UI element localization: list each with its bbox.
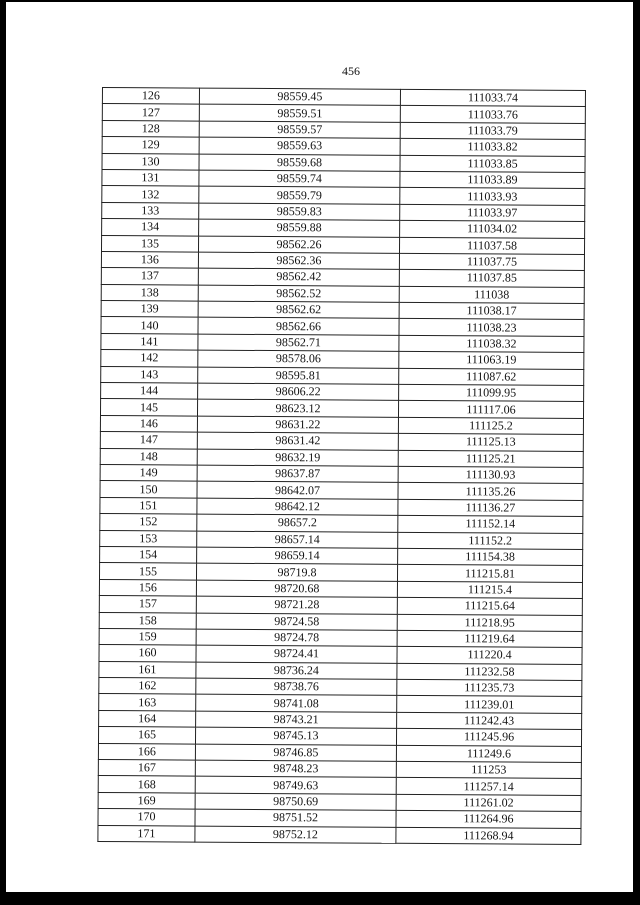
point-index-cell: 150 xyxy=(100,481,197,498)
y-coordinate-cell: 111038.32 xyxy=(399,335,584,353)
point-index-cell: 156 xyxy=(99,579,196,596)
point-index-cell: 141 xyxy=(101,333,198,350)
point-index-cell: 158 xyxy=(99,612,196,629)
x-coordinate-cell: 98559.88 xyxy=(199,219,400,237)
point-index-cell: 166 xyxy=(98,743,195,760)
point-index-cell: 136 xyxy=(101,251,198,268)
x-coordinate-cell: 98562.62 xyxy=(198,301,399,319)
y-coordinate-cell: 111033.74 xyxy=(400,89,585,107)
y-coordinate-cell: 111136.27 xyxy=(398,499,583,517)
point-index-cell: 131 xyxy=(102,169,199,186)
y-coordinate-cell: 111033.97 xyxy=(400,204,585,222)
y-coordinate-cell: 111033.76 xyxy=(400,106,585,124)
y-coordinate-cell: 111268.94 xyxy=(396,827,581,845)
x-coordinate-cell: 98562.26 xyxy=(198,236,399,254)
x-coordinate-cell: 98606.22 xyxy=(198,383,399,401)
page-number: 456 xyxy=(342,64,360,78)
point-index-cell: 129 xyxy=(102,137,199,154)
x-coordinate-cell: 98631.22 xyxy=(197,416,398,434)
x-coordinate-cell: 98741.08 xyxy=(196,695,397,713)
point-index-cell: 170 xyxy=(98,809,195,826)
y-coordinate-cell: 111033.89 xyxy=(400,171,585,189)
x-coordinate-cell: 98559.57 xyxy=(199,121,400,139)
y-coordinate-cell: 111152.14 xyxy=(398,515,583,533)
x-coordinate-cell: 98559.83 xyxy=(199,203,400,221)
x-coordinate-cell: 98724.78 xyxy=(196,629,397,647)
x-coordinate-cell: 98562.66 xyxy=(198,318,399,336)
y-coordinate-cell: 111154.38 xyxy=(398,548,583,566)
y-coordinate-cell: 111125.21 xyxy=(398,450,583,468)
y-coordinate-cell: 111220.4 xyxy=(397,647,582,665)
point-index-cell: 160 xyxy=(99,645,196,662)
x-coordinate-cell: 98724.41 xyxy=(196,645,397,663)
x-coordinate-cell: 98578.06 xyxy=(198,350,399,368)
y-coordinate-cell: 111038 xyxy=(399,286,584,304)
point-index-cell: 128 xyxy=(102,120,199,137)
point-index-cell: 168 xyxy=(98,776,195,793)
y-coordinate-cell: 111264.96 xyxy=(396,810,581,828)
x-coordinate-cell: 98562.42 xyxy=(198,268,399,286)
point-index-cell: 145 xyxy=(100,399,197,416)
point-index-cell: 153 xyxy=(100,530,197,547)
point-index-cell: 139 xyxy=(101,301,198,318)
y-coordinate-cell: 111215.81 xyxy=(397,565,582,583)
x-coordinate-cell: 98631.42 xyxy=(197,432,398,450)
y-coordinate-cell: 111125.13 xyxy=(398,434,583,452)
point-index-cell: 149 xyxy=(100,464,197,481)
y-coordinate-cell: 111033.93 xyxy=(400,188,585,206)
y-coordinate-cell: 111037.75 xyxy=(399,253,584,271)
point-index-cell: 159 xyxy=(99,628,196,645)
y-coordinate-cell: 111038.23 xyxy=(399,319,584,337)
point-index-cell: 143 xyxy=(101,366,198,383)
point-index-cell: 155 xyxy=(99,563,196,580)
x-coordinate-cell: 98751.52 xyxy=(195,809,396,827)
y-coordinate-cell: 111245.96 xyxy=(396,729,581,747)
y-coordinate-cell: 111037.58 xyxy=(399,237,584,255)
document-page xyxy=(6,2,633,892)
y-coordinate-cell: 111033.85 xyxy=(400,155,585,173)
y-coordinate-cell: 111253 xyxy=(396,761,581,779)
x-coordinate-cell: 98720.68 xyxy=(196,580,397,598)
y-coordinate-cell: 111219.64 xyxy=(397,630,582,648)
x-coordinate-cell: 98743.21 xyxy=(196,711,397,729)
x-coordinate-cell: 98721.28 xyxy=(196,596,397,614)
x-coordinate-cell: 98659.14 xyxy=(197,547,398,565)
table-row xyxy=(98,825,581,844)
x-coordinate-cell: 98642.07 xyxy=(197,481,398,499)
point-index-cell: 130 xyxy=(102,153,199,170)
point-index-cell: 151 xyxy=(100,497,197,514)
y-coordinate-cell: 111239.01 xyxy=(397,696,582,714)
point-index-cell: 142 xyxy=(101,350,198,367)
point-index-cell: 132 xyxy=(102,186,199,203)
x-coordinate-cell: 98719.8 xyxy=(196,563,397,581)
x-coordinate-cell: 98724.58 xyxy=(196,613,397,631)
coordinate-table-body xyxy=(98,88,586,845)
y-coordinate-cell: 111257.14 xyxy=(396,778,581,796)
x-coordinate-cell: 98736.24 xyxy=(196,662,397,680)
point-index-cell: 167 xyxy=(98,760,195,777)
y-coordinate-cell: 111099.95 xyxy=(399,384,584,402)
x-coordinate-cell: 98559.79 xyxy=(199,186,400,204)
x-coordinate-cell: 98748.23 xyxy=(195,760,396,778)
x-coordinate-cell: 98559.63 xyxy=(199,137,400,155)
x-coordinate-cell: 98657.2 xyxy=(197,514,398,532)
point-index-cell: 127 xyxy=(102,104,199,121)
point-index-cell: 169 xyxy=(98,792,195,809)
y-coordinate-cell: 111232.58 xyxy=(397,663,582,681)
y-coordinate-cell: 111063.19 xyxy=(399,352,584,370)
coordinate-table xyxy=(97,87,586,845)
x-coordinate-cell: 98562.36 xyxy=(198,252,399,270)
y-coordinate-cell: 111215.4 xyxy=(397,581,582,599)
y-coordinate-cell: 111038.17 xyxy=(399,302,584,320)
point-index-cell: 138 xyxy=(101,284,198,301)
point-index-cell: 152 xyxy=(100,514,197,531)
point-index-cell: 134 xyxy=(102,219,199,236)
point-index-cell: 162 xyxy=(99,678,196,695)
x-coordinate-cell: 98562.71 xyxy=(198,334,399,352)
point-index-cell: 157 xyxy=(99,596,196,613)
y-coordinate-cell: 111249.6 xyxy=(396,745,581,763)
point-index-cell: 161 xyxy=(99,661,196,678)
x-coordinate-cell: 98749.63 xyxy=(195,776,396,794)
point-index-cell: 148 xyxy=(100,448,197,465)
y-coordinate-cell: 111235.73 xyxy=(397,679,582,697)
point-index-cell: 154 xyxy=(100,546,197,563)
y-coordinate-cell: 111261.02 xyxy=(396,794,581,812)
y-coordinate-cell: 111218.95 xyxy=(397,614,582,632)
y-coordinate-cell: 111033.79 xyxy=(400,122,585,140)
y-coordinate-cell: 111242.43 xyxy=(397,712,582,730)
y-coordinate-cell: 111215.64 xyxy=(397,597,582,615)
x-coordinate-cell: 98746.85 xyxy=(195,744,396,762)
x-coordinate-cell: 98559.51 xyxy=(199,104,400,122)
point-index-cell: 165 xyxy=(98,727,195,744)
point-index-cell: 144 xyxy=(101,383,198,400)
y-coordinate-cell: 111037.85 xyxy=(399,270,584,288)
point-index-cell: 147 xyxy=(100,432,197,449)
x-coordinate-cell: 98637.87 xyxy=(197,465,398,483)
x-coordinate-cell: 98745.13 xyxy=(195,727,396,745)
y-coordinate-cell: 111117.06 xyxy=(398,401,583,419)
point-index-cell: 135 xyxy=(101,235,198,252)
x-coordinate-cell: 98657.14 xyxy=(197,531,398,549)
x-coordinate-cell: 98750.69 xyxy=(195,793,396,811)
x-coordinate-cell: 98559.74 xyxy=(199,170,400,188)
x-coordinate-cell: 98623.12 xyxy=(197,400,398,418)
y-coordinate-cell: 111125.2 xyxy=(398,417,583,435)
x-coordinate-cell: 98642.12 xyxy=(197,498,398,516)
x-coordinate-cell: 98632.19 xyxy=(197,449,398,467)
point-index-cell: 171 xyxy=(98,825,195,842)
x-coordinate-cell: 98595.81 xyxy=(198,367,399,385)
x-coordinate-cell: 98752.12 xyxy=(195,826,396,844)
point-index-cell: 164 xyxy=(99,710,196,727)
x-coordinate-cell: 98559.68 xyxy=(199,154,400,172)
point-index-cell: 163 xyxy=(99,694,196,711)
y-coordinate-cell: 111130.93 xyxy=(398,466,583,484)
y-coordinate-cell: 111135.26 xyxy=(398,483,583,501)
y-coordinate-cell: 111152.2 xyxy=(398,532,583,550)
point-index-cell: 133 xyxy=(102,202,199,219)
coordinate-table-wrapper xyxy=(97,87,584,845)
x-coordinate-cell: 98559.45 xyxy=(199,88,400,106)
y-coordinate-cell: 111033.82 xyxy=(400,138,585,156)
y-coordinate-cell: 111034.02 xyxy=(400,220,585,238)
x-coordinate-cell: 98562.52 xyxy=(198,285,399,303)
point-index-cell: 140 xyxy=(101,317,198,334)
point-index-cell: 146 xyxy=(100,415,197,432)
x-coordinate-cell: 98738.76 xyxy=(196,678,397,696)
y-coordinate-cell: 111087.62 xyxy=(399,368,584,386)
point-index-cell: 137 xyxy=(101,268,198,285)
point-index-cell: 126 xyxy=(102,88,199,105)
